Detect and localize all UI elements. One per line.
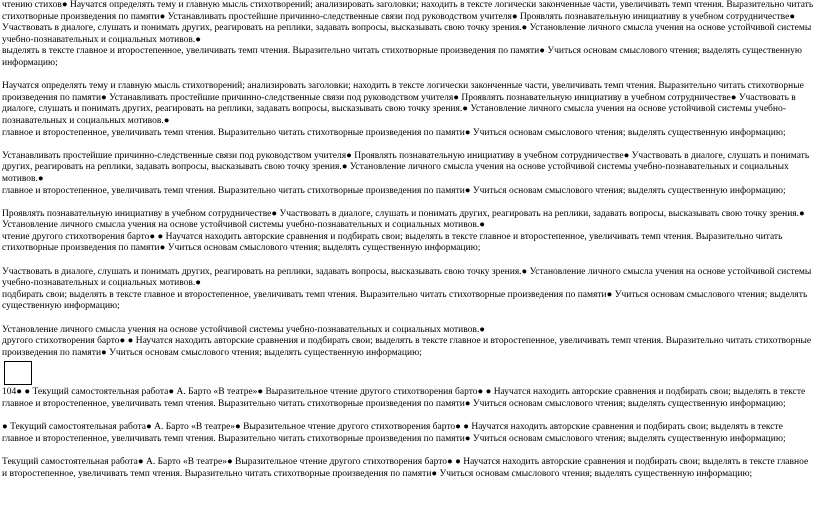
text-line: Научатся определять тему и главную мысль стихотворений; анализировать заголовки; находить в тексте логически законченные части, увеличивать темп чтения. Выразительно читать стихотворные произведения по памяти● Устанавливать простейшие причинно-следственные связи под руководством учителя● Проявлять познавательную инициативу в учебном сотрудничестве● Участвовать в диалоге, слушать и понимать других, реагировать на реплики, задавать вопросы, высказывать свою точку зрения.● Установление личного смысла учения на основе устойчивой системы учебно-познавательных и социальных мотивов.● — [2, 81, 804, 126]
text-line: другого стихотворения барто● ● Научатся находить авторские сравнения и подбирать свои; выделять в тексте главное и второстепенное, увеличивать темп чтения. Выразительно читать стихотворные произведения по памяти● Учиться основам смыслового чтения; выделять существенную информацию; — [2, 336, 812, 358]
text-line: главное и второстепенное, увеличивать темп чтения. Выразительно читать стихотворные произведения по памяти● Учиться основам смыслового чтения; выделять существенную информацию; — [2, 127, 786, 138]
blank-line — [2, 197, 814, 209]
text-line: ● Текущий самостоятельная работа● А. Барто «В театре»● Выразительное чтение другого стихотворения барто● ● Научатся находить авторские сравнения и подбирать свои; выделять в тексте главное и второстепенное, увеличивать темп чтения. Выразительно читать стихотворные произведения по памяти● Учиться основам смыслового чтения; выделять существенную информацию; — [2, 422, 786, 444]
empty-table-cell — [4, 361, 32, 385]
text-line: чтению стихов● Научатся определять тему и главную мысль стихотворений; анализировать заголовки; находить в тексте логически законченные части, увеличивать темп чтения. Выразительно читать стихотворные произведения по памяти● Устанавливать простейшие причинно-следственные связи под руководством учителя● Проявлять познавательную инициативу в учебном сотрудничестве● Участвовать в диалоге, слушать и понимать других, реагировать на реплики, задавать вопросы, высказывать свою точку зрения.● Установление личного смысла учения на основе устойчивой системы учебно-познавательных и социальных мотивов.● — [2, 0, 814, 45]
text-line: главное и второстепенное, увеличивать темп чтения. Выразительно читать стихотворные произведения по памяти● Учиться основам смыслового чтения; выделять существенную информацию; — [2, 185, 786, 196]
blank-line — [2, 313, 814, 325]
text-line: Проявлять познавательную инициативу в учебном сотрудничестве● Участвовать в диалоге, слушать и понимать других, реагировать на реплики, задавать вопросы, высказывать свою точку зрения.● Установление личного смысла учения на основе устойчивой системы учебно-познавательных и социальных мотивов.● — [2, 208, 805, 231]
text-line: Установление личного смысла учения на основе устойчивой системы учебно-познавательных и социальных мотивов.● — [2, 324, 485, 335]
blank-line — [2, 139, 814, 151]
text-line: Текущий самостоятельная работа● А. Барто «В театре»● Выразительное чтение другого стихотворения барто● ● Научатся находить авторские сравнения и подбирать свои; выделять в тексте главное и второстепенное, увеличивать темп чтения. Выразительно читать стихотворные произведения по памяти● Учиться основам смыслового чтения; выделять существенную информацию; — [2, 456, 809, 479]
text-line: 104● ● Текущий самостоятельная работа● А. Барто «В театре»● Выразительное чтение другого стихотворения барто● ● Научатся находить авторские сравнения и подбирать свои; выделять в тексте главное и второстепенное, увеличивать темп чтения. Выразительно читать стихотворные произведения по памяти● Учиться основам смыслового чтения; выделять существенную информацию; — [2, 387, 806, 409]
text-line: выделять в тексте главное и второстепенное, увеличивать темп чтения. Выразительно читать стихотворные произведения по памяти● Учиться основам смыслового чтения; выделять существенную информацию; — [2, 46, 802, 68]
text-line: подбирать свои; выделять в тексте главное и второстепенное, увеличивать темп чтения. Выразительно читать стихотворные произведения по памяти● Учиться основам смыслового чтения; выделять существенную информацию; — [2, 289, 808, 312]
text-line: чтение другого стихотворения барто● ● Научатся находить авторские сравнения и подбирать свои; выделять в тексте главное и второстепенное, увеличивать темп чтения. Выразительно читать стихотворные произведения по памяти● Учиться основам смыслового чтения; выделять существенную информацию; — [2, 231, 783, 254]
blank-line — [2, 255, 814, 267]
blank-line — [2, 445, 814, 457]
blank-line — [2, 70, 814, 82]
text-line: Устанавливать простейшие причинно-следственные связи под руководством учителя● Проявлять познавательную инициативу в учебном сотрудничестве● Участвовать в диалоге, слушать и понимать других, реагировать на реплики, задавать вопросы, высказывать свою точку зрения.● Установление личного смысла учения на основе устойчивой системы учебно-познавательных и социальных мотивов.● — [2, 150, 810, 184]
text-line: Участвовать в диалоге, слушать и понимать других, реагировать на реплики, задавать вопросы, высказывать свою точку зрения.● Установление личного смысла учения на основе устойчивой системы учебно-познавательных и социальных мотивов.● — [2, 266, 812, 289]
blank-line — [2, 411, 814, 423]
